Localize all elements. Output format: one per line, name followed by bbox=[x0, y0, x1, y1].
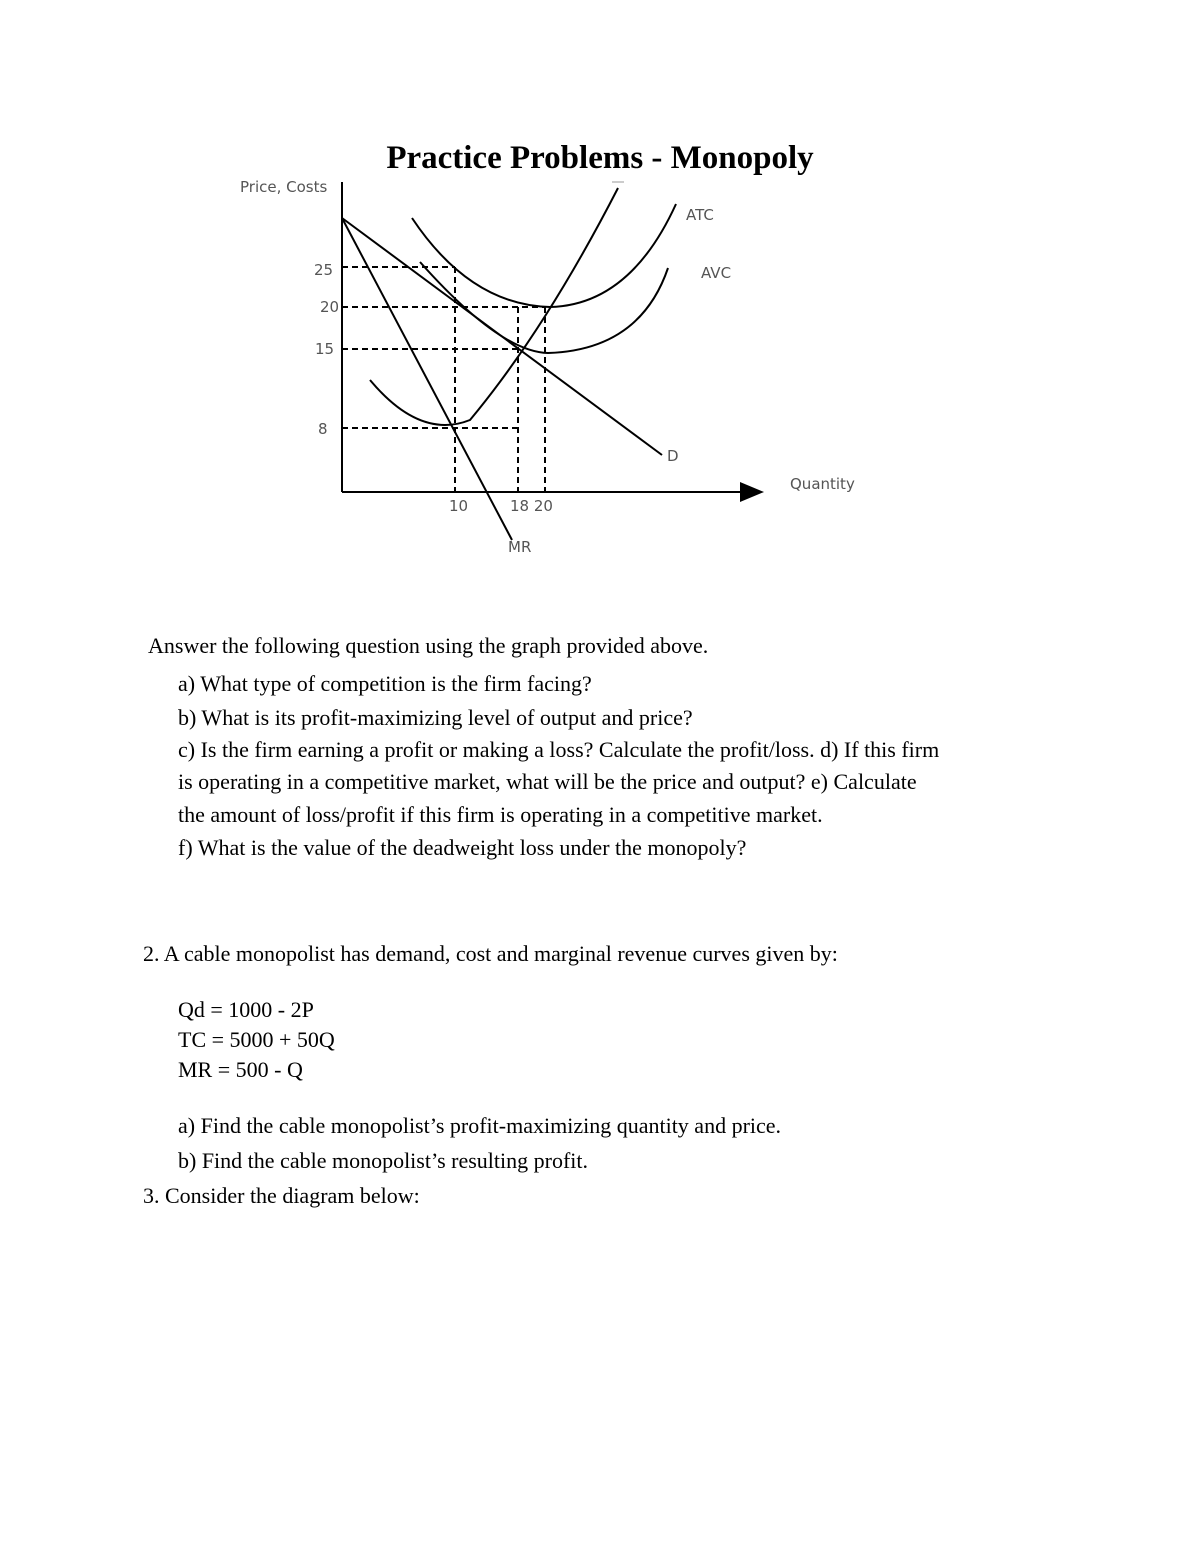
question1-line-c: c) Is the firm earning a profit or making a loss? Calculate the profit/loss. d) If this firm bbox=[178, 737, 940, 762]
monopoly-cost-graph bbox=[0, 0, 1200, 600]
equation-demand: Qd = 1000 - 2P bbox=[178, 997, 314, 1022]
question1-intro: Answer the following question using the graph provided above. bbox=[148, 633, 709, 658]
atc-curve bbox=[412, 204, 676, 307]
question1-line-a: a) What type of competition is the firm facing? bbox=[178, 671, 592, 696]
y-tick-25: 25 bbox=[314, 261, 334, 279]
avc-label: AVC bbox=[701, 264, 732, 282]
question2-part-b: b) Find the cable monopolist’s resulting profit. bbox=[178, 1148, 589, 1173]
y-tick-20: 20 bbox=[320, 298, 340, 316]
y-tick-8: 8 bbox=[318, 420, 328, 438]
question3-intro: 3. Consider the diagram below: bbox=[143, 1183, 420, 1208]
demand-label: D bbox=[667, 447, 679, 465]
question2-part-a: a) Find the cable monopolist’s profit-maximizing quantity and price. bbox=[178, 1113, 782, 1138]
x-tick-10: 10 bbox=[449, 497, 469, 515]
atc-label: ATC bbox=[686, 206, 714, 224]
mr-label: MR bbox=[508, 538, 532, 556]
x-tick-18-20: 18 20 bbox=[510, 497, 553, 515]
x-axis-label: Quantity bbox=[790, 475, 855, 493]
page-title: Practice Problems - Monopoly bbox=[386, 140, 814, 176]
question1-line-e: the amount of loss/profit if this firm is operating in a competitive market. bbox=[178, 802, 823, 827]
y-tick-15: 15 bbox=[315, 340, 335, 358]
y-axis-label: Price, Costs bbox=[240, 178, 328, 196]
question1-line-f: f) What is the value of the deadweight loss under the monopoly? bbox=[178, 835, 747, 860]
question1-line-b: b) What is its profit-maximizing level of output and price? bbox=[178, 705, 693, 730]
equation-total-cost: TC = 5000 + 50Q bbox=[178, 1027, 335, 1052]
question2-intro: 2. A cable monopolist has demand, cost and marginal revenue curves given by: bbox=[143, 941, 838, 966]
equation-marginal-revenue: MR = 500 - Q bbox=[178, 1057, 303, 1082]
question1-line-d: is operating in a competitive market, what will be the price and output? e) Calculate bbox=[178, 769, 917, 794]
